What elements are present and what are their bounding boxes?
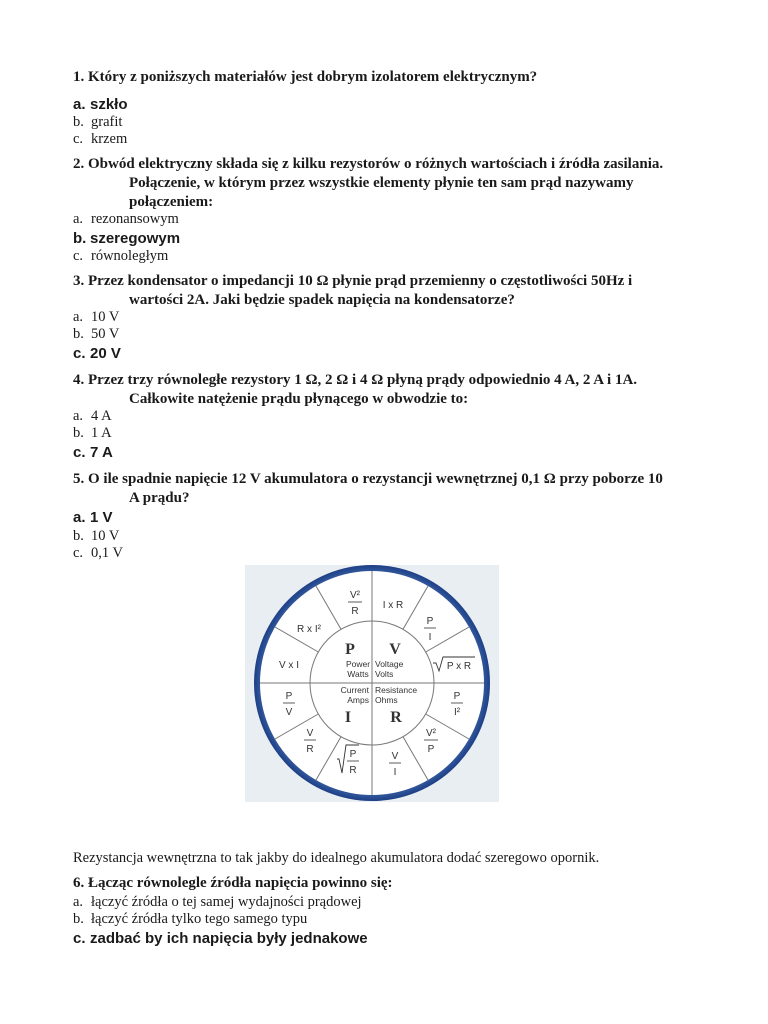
option-text: 1 A bbox=[91, 425, 112, 441]
answer-5a-correct bbox=[73, 508, 113, 527]
option-text: 50 V bbox=[91, 326, 120, 342]
option-letter: b. bbox=[73, 230, 87, 247]
power-unit: Watts bbox=[347, 669, 369, 679]
power-label: Power bbox=[345, 659, 371, 669]
question-1: 1. Który z poniższych materiałów jest dobrym izolatorem elektrycznym? bbox=[73, 69, 538, 85]
formula-numerator: P bbox=[453, 691, 461, 702]
answer-4c-correct bbox=[73, 443, 113, 462]
option-3a bbox=[73, 309, 119, 326]
ohms-law-wheel bbox=[245, 565, 499, 802]
option-letter: c. bbox=[73, 545, 84, 561]
answer-1a-correct bbox=[73, 95, 128, 114]
question-2-line-2: Połączenie, w którym przez wszystkie elementy płynie ten sam prąd nazywamy bbox=[129, 175, 634, 191]
option-letter: c. bbox=[73, 444, 86, 461]
option-text: 10 V bbox=[91, 528, 120, 544]
option-1b bbox=[73, 114, 122, 131]
question-3-line-2: wartości 2A. Jaki będzie spadek napięcia na kondensatorze? bbox=[129, 292, 515, 308]
option-2a bbox=[73, 211, 179, 228]
option-letter: c. bbox=[73, 248, 84, 264]
formula-denominator: I bbox=[393, 767, 397, 778]
option-letter: c. bbox=[73, 930, 86, 947]
formula-denominator: I bbox=[428, 632, 432, 643]
formula-r-times-i2: R x I² bbox=[297, 624, 321, 635]
formula-i-times-r: I x R bbox=[382, 600, 404, 611]
resistance-letter: R bbox=[390, 709, 402, 726]
formula-radicand: P x R bbox=[446, 661, 472, 672]
answer-3c-correct bbox=[73, 344, 121, 363]
question-3-line-1: 3. Przez kondensator o impedancji 10 Ω płynie prąd przemienny o częstotliwości 50Hz i bbox=[73, 273, 633, 289]
option-letter: c. bbox=[73, 345, 86, 362]
formula-numerator: V bbox=[306, 728, 314, 739]
current-label: Current bbox=[340, 685, 369, 695]
option-text: 10 V bbox=[91, 309, 120, 325]
formula-denominator: I² bbox=[453, 707, 461, 718]
resistance-unit: Ohms bbox=[375, 695, 398, 705]
current-letter: I bbox=[344, 709, 352, 726]
current-unit: Amps bbox=[347, 695, 369, 705]
question-6: 6. Łącząc równolegle źródła napięcia powinno się: bbox=[73, 875, 393, 891]
question-5 bbox=[73, 470, 663, 508]
option-letter: b. bbox=[73, 528, 84, 544]
option-2c bbox=[73, 248, 168, 265]
question-4-line-2: Całkowite natężenie prądu płynącego w obwodzie to: bbox=[129, 391, 469, 407]
option-text: 4 A bbox=[91, 408, 112, 424]
voltage-letter: V bbox=[389, 641, 401, 658]
option-text: krzem bbox=[91, 131, 128, 147]
option-text: grafit bbox=[91, 114, 123, 130]
question-5-line-1: 5. O ile spadnie napięcie 12 V akumulatora o rezystancji wewnętrznej 0,1 Ω przy poborze 10 bbox=[73, 471, 663, 487]
option-letter: b. bbox=[73, 911, 84, 927]
voltage-label: Voltage bbox=[375, 659, 404, 669]
question-4 bbox=[73, 371, 637, 409]
option-text: szeregowym bbox=[90, 230, 181, 247]
option-letter: c. bbox=[73, 131, 84, 147]
voltage-unit: Volts bbox=[375, 669, 394, 679]
formula-denominator: R bbox=[351, 606, 359, 617]
option-letter: a. bbox=[73, 309, 84, 325]
option-6b bbox=[73, 911, 307, 928]
option-letter: a. bbox=[73, 509, 86, 526]
option-4a bbox=[73, 408, 112, 425]
formula-denominator: V bbox=[285, 707, 293, 718]
option-text: równoległym bbox=[91, 248, 169, 264]
option-letter: b. bbox=[73, 425, 84, 441]
question-2 bbox=[73, 155, 663, 212]
option-letter: a. bbox=[73, 894, 84, 910]
formula-numerator: V² bbox=[426, 728, 436, 739]
option-text: 1 V bbox=[90, 509, 113, 526]
resistance-label: Resistance bbox=[375, 685, 418, 695]
formula-v-times-i: V x I bbox=[278, 660, 300, 671]
option-text: rezonansowym bbox=[91, 211, 179, 227]
question-3 bbox=[73, 272, 632, 310]
formula-numerator: P bbox=[285, 691, 293, 702]
ohms-law-wheel-figure bbox=[245, 565, 499, 802]
question-2-line-3: połączeniem: bbox=[129, 194, 214, 210]
option-5b bbox=[73, 528, 119, 545]
option-text: łączyć źródła tylko tego samego typu bbox=[91, 911, 308, 927]
formula-denominator: R bbox=[306, 744, 314, 755]
question-2-line-1: 2. Obwód elektryczny składa się z kilku rezystorów o różnych wartościach i źródła zasilania. bbox=[73, 156, 664, 172]
formula-denominator: P bbox=[427, 744, 435, 755]
option-text: łączyć źródła o tej samej wydajności prądowej bbox=[91, 894, 362, 910]
option-4b bbox=[73, 425, 112, 442]
option-1c bbox=[73, 131, 127, 148]
formula-numerator: P bbox=[349, 749, 357, 760]
power-letter: P bbox=[345, 641, 355, 658]
option-letter: a. bbox=[73, 408, 84, 424]
option-text: 7 A bbox=[90, 444, 113, 461]
option-3b bbox=[73, 326, 119, 343]
option-5c bbox=[73, 545, 123, 562]
question-5-line-2: A prądu? bbox=[129, 490, 190, 506]
option-text: zadbać by ich napięcia były jednakowe bbox=[90, 930, 368, 947]
option-letter: b. bbox=[73, 326, 84, 342]
formula-denominator: R bbox=[349, 765, 357, 776]
answer-2b-correct bbox=[73, 229, 180, 248]
option-letter: b. bbox=[73, 114, 84, 130]
formula-numerator: V bbox=[391, 751, 399, 762]
answer-6c-correct bbox=[73, 929, 368, 948]
option-text: 20 V bbox=[90, 345, 121, 362]
formula-numerator: V² bbox=[350, 590, 360, 601]
question-4-line-1: 4. Przez trzy równoległe rezystory 1 Ω, 2 Ω i 4 Ω płyną prądy odpowiednio 4 A, 2 A i 1A. bbox=[73, 372, 638, 388]
option-letter: a. bbox=[73, 96, 86, 113]
option-text: 0,1 V bbox=[91, 545, 123, 561]
explanation-note: Rezystancja wewnętrzna to tak jakby do idealnego akumulatora dodać szeregowo opornik. bbox=[73, 850, 600, 866]
formula-numerator: P bbox=[426, 616, 434, 627]
option-text: szkło bbox=[90, 96, 128, 113]
option-letter: a. bbox=[73, 211, 84, 227]
option-6a bbox=[73, 894, 362, 911]
